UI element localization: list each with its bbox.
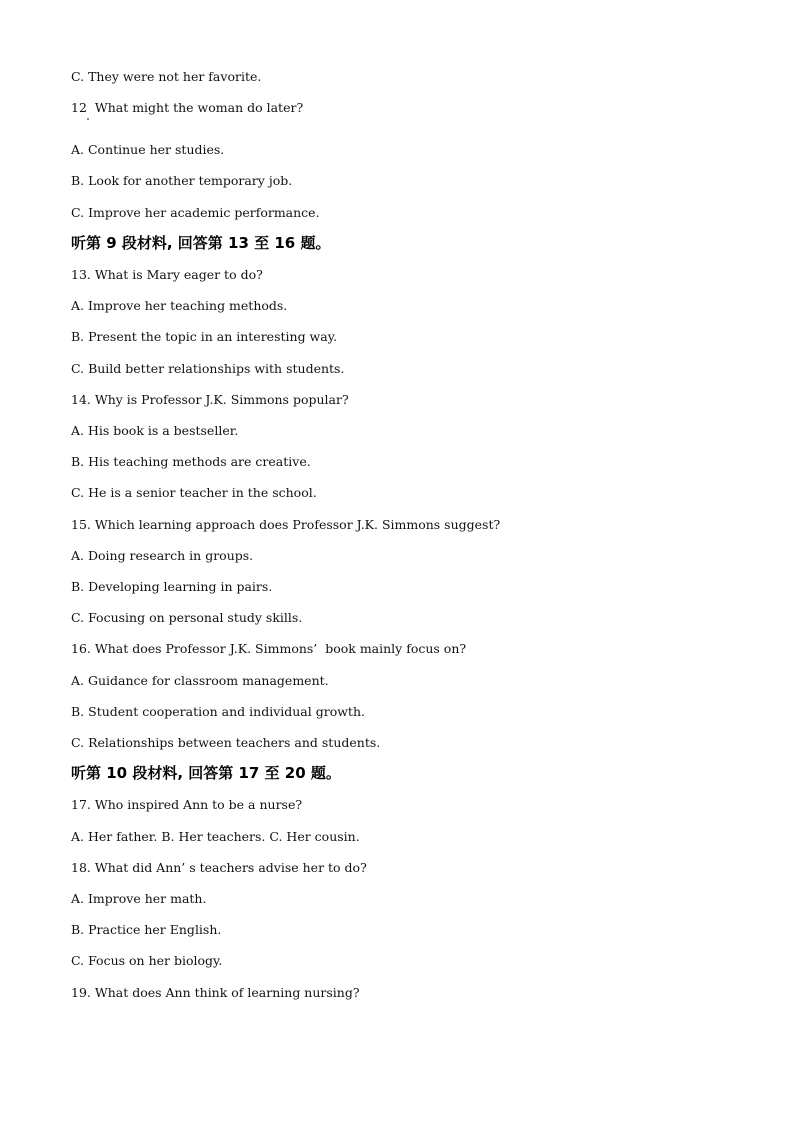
option-16a: A. Guidance for classroom management. bbox=[71, 673, 329, 688]
option-18a: A. Improve her math. bbox=[71, 891, 207, 906]
question-18: 18. What did Ann’ s teachers advise her to do? bbox=[71, 860, 367, 875]
question-17: 17. Who inspired Ann to be a nurse? bbox=[71, 797, 303, 812]
option-15a: A. Doing research in groups. bbox=[71, 548, 254, 563]
section-heading-9: 听第 9 段材料, 回答第 13 至 16 题。 bbox=[71, 234, 331, 252]
stray-mark bbox=[87, 118, 89, 120]
question-12: 12 What might the woman do later? bbox=[71, 100, 304, 115]
option-14b: B. His teaching methods are creative. bbox=[71, 454, 311, 469]
options-17: A. Her father. B. Her teachers. C. Her cousin. bbox=[71, 829, 360, 844]
option-18c: C. Focus on her biology. bbox=[71, 953, 223, 968]
option-15c: C. Focusing on personal study skills. bbox=[71, 610, 303, 625]
section-heading-10: 听第 10 段材料, 回答第 17 至 20 题。 bbox=[71, 764, 341, 782]
question-19: 19. What does Ann think of learning nursing? bbox=[71, 985, 360, 1000]
option-12a: A. Continue her studies. bbox=[71, 142, 225, 157]
option-13b: B. Present the topic in an interesting way. bbox=[71, 329, 338, 344]
option-14c: C. He is a senior teacher in the school. bbox=[71, 485, 317, 500]
option-12b: B. Look for another temporary job. bbox=[71, 173, 293, 188]
option-14a: A. His book is a bestseller. bbox=[71, 423, 239, 438]
option-15b: B. Developing learning in pairs. bbox=[71, 579, 273, 594]
option-16c: C. Relationships between teachers and students. bbox=[71, 735, 381, 750]
option-12c: C. Improve her academic performance. bbox=[71, 205, 320, 220]
option-18b: B. Practice her English. bbox=[71, 922, 222, 937]
option-13a: A. Improve her teaching methods. bbox=[71, 298, 288, 313]
question-15: 15. Which learning approach does Professor J.K. Simmons suggest? bbox=[71, 517, 501, 532]
question-13: 13. What is Mary eager to do? bbox=[71, 267, 263, 282]
option-13c: C. Build better relationships with students. bbox=[71, 361, 345, 376]
question-14: 14. Why is Professor J.K. Simmons popular? bbox=[71, 392, 349, 407]
option-11c: C. They were not her favorite. bbox=[71, 69, 262, 84]
question-16: 16. What does Professor J.K. Simmons’ book mainly focus on? bbox=[71, 641, 467, 656]
option-16b: B. Student cooperation and individual growth. bbox=[71, 704, 365, 719]
